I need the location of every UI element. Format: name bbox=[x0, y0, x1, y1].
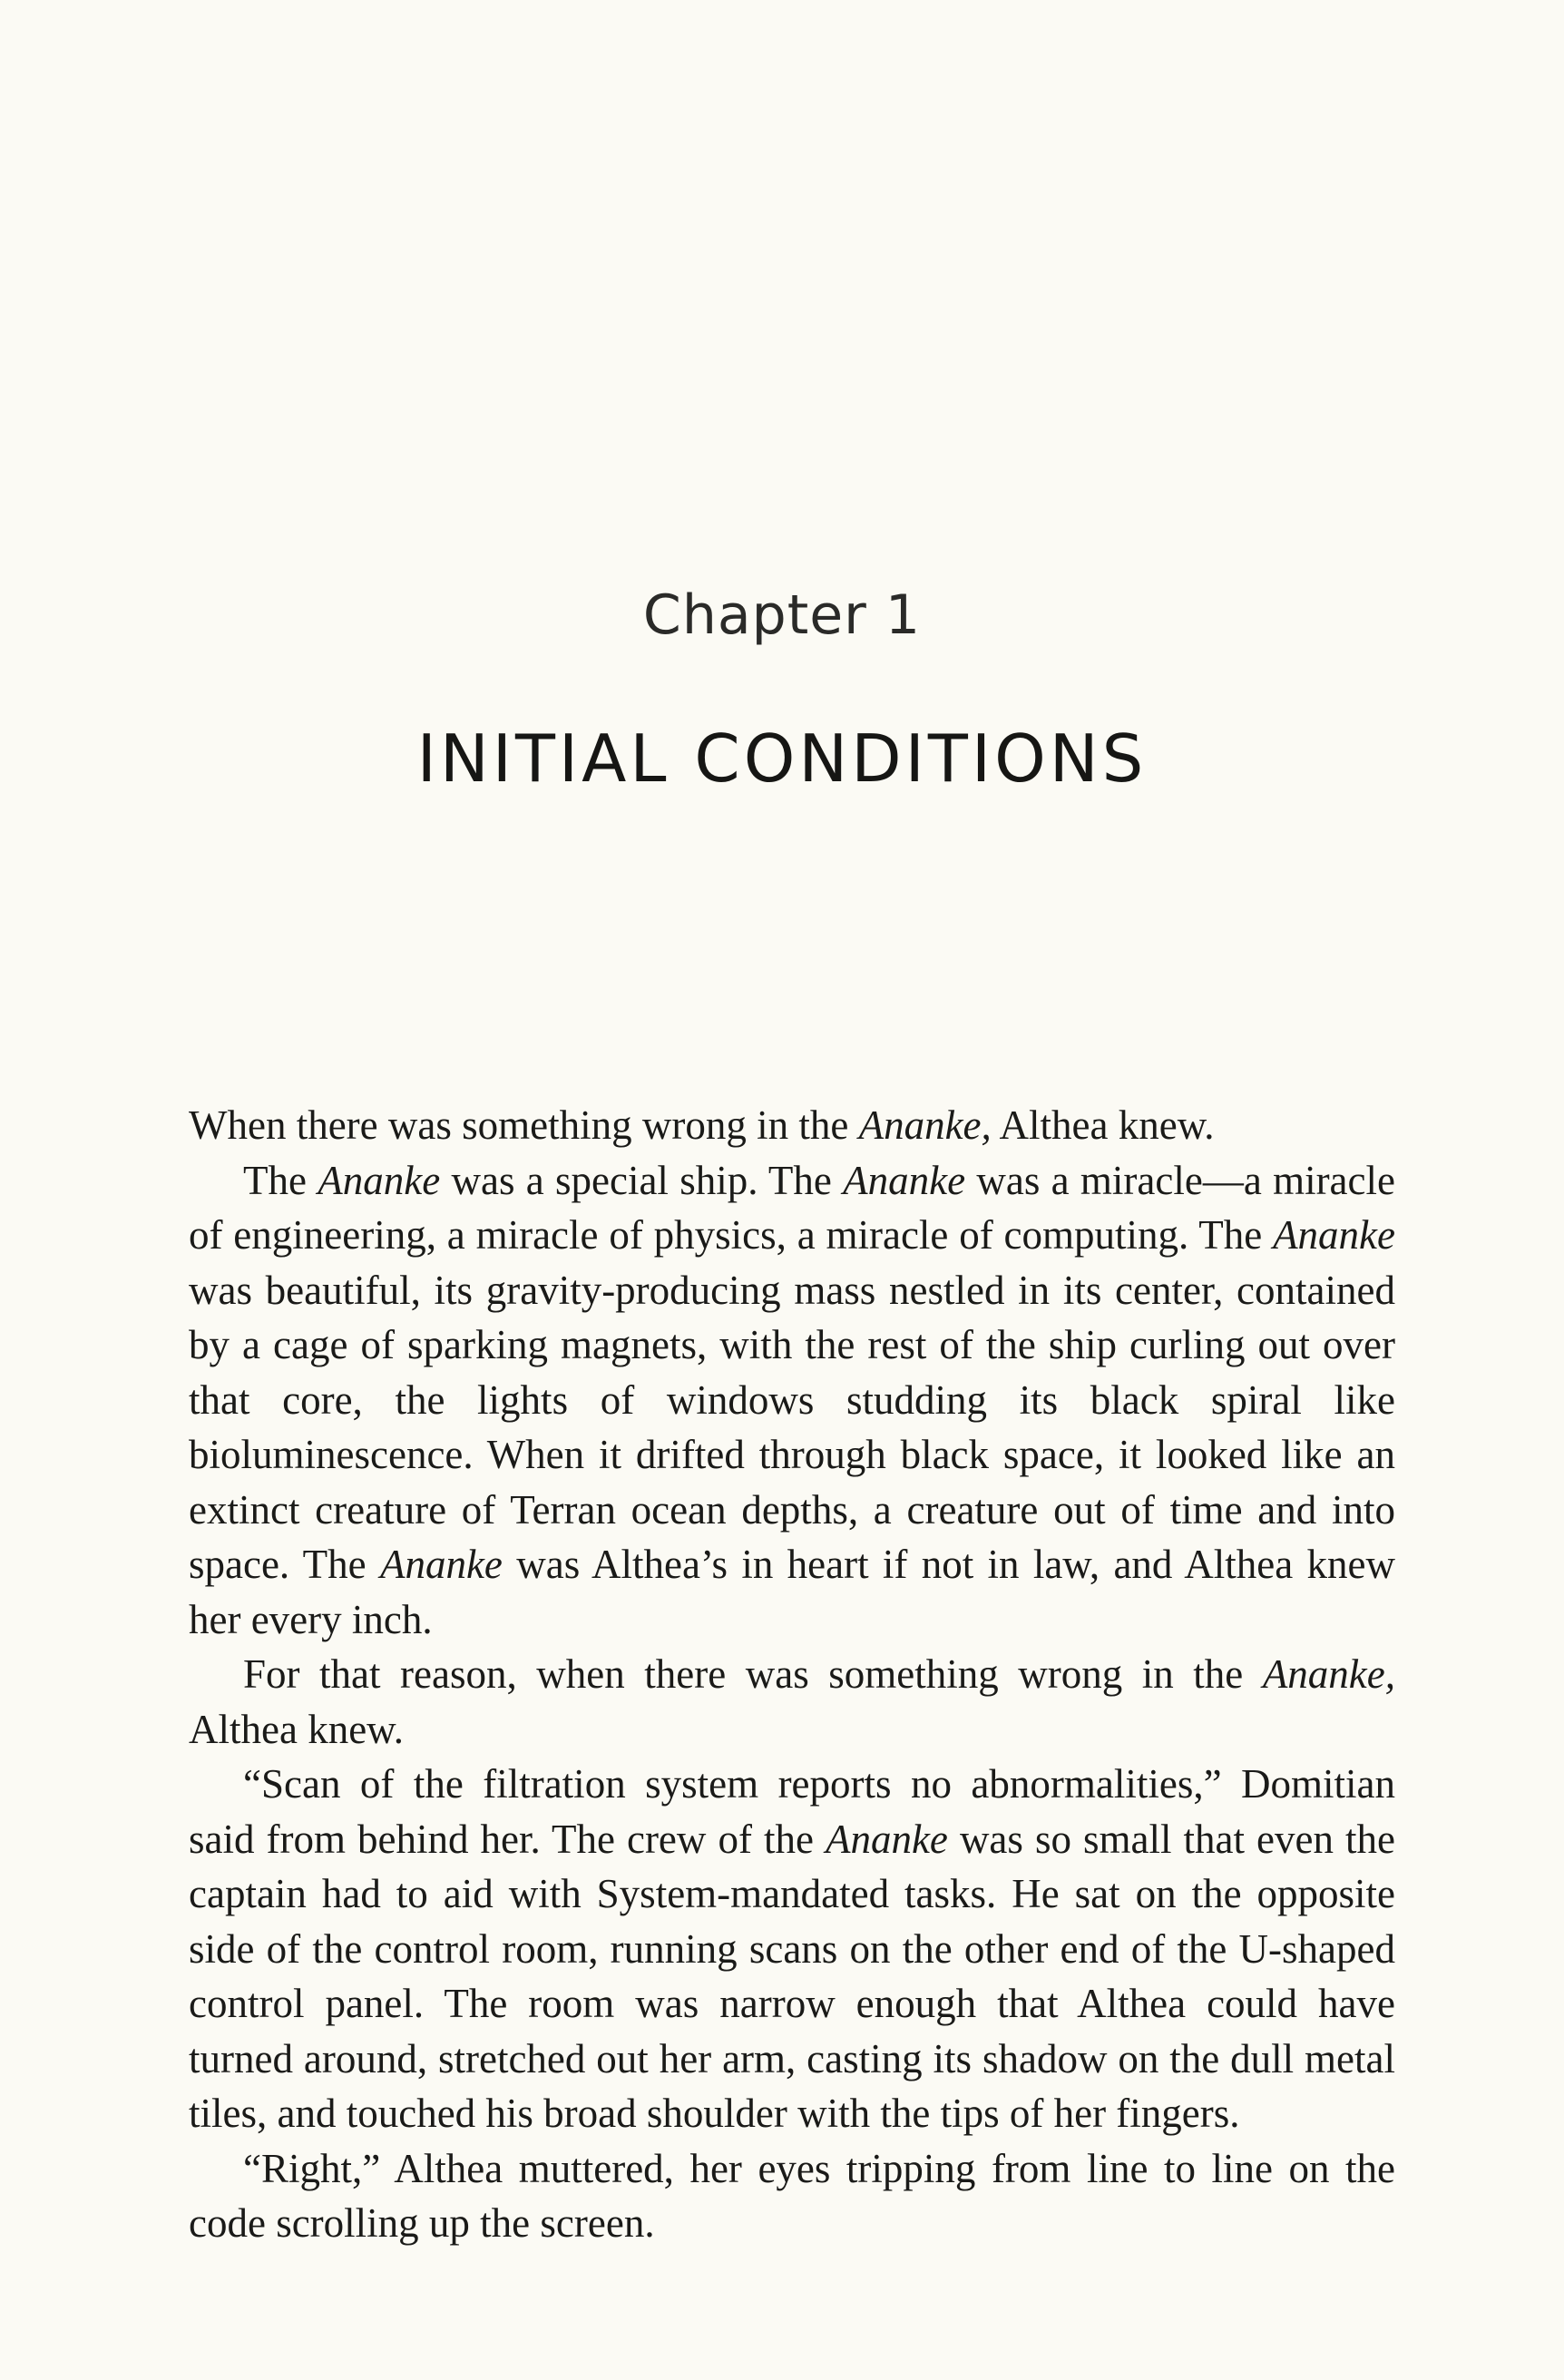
italic-ship-name: Ananke bbox=[318, 1157, 441, 1203]
paragraph bbox=[189, 1757, 1395, 2141]
paragraph-text: “Right,” Althea muttered, her eyes tripping from line to line on the code scrolling up the screen. bbox=[189, 2145, 1395, 2246]
chapter-number: Chapter 1 bbox=[642, 583, 922, 647]
paragraph-text: Althea knew. bbox=[991, 1102, 1215, 1148]
italic-ship-name: Ananke bbox=[825, 1816, 948, 1862]
chapter-title: INITIAL CONDITIONS bbox=[416, 720, 1148, 797]
paragraph-text: The bbox=[243, 1157, 318, 1203]
paragraph bbox=[189, 1647, 1395, 1757]
italic-ship-name: Ananke bbox=[843, 1157, 966, 1203]
italic-ship-name: Ananke bbox=[379, 1542, 503, 1587]
paragraph-text: was a miracle—a miracle of engineering, a miracle of physics, a miracle of computing. The bbox=[189, 1157, 1395, 1258]
paragraph bbox=[189, 1098, 1395, 1153]
paragraph-text: Althea knew. bbox=[189, 1706, 404, 1752]
paragraph-text: was a special ship. The bbox=[440, 1157, 844, 1203]
paragraph bbox=[189, 1153, 1395, 1648]
italic-ship-name: Ananke, bbox=[1262, 1651, 1395, 1697]
paragraph-text: When there was something wrong in the bbox=[189, 1102, 859, 1148]
paragraph-text: was so small that even the captain had to aid with System-mandated tasks. He sat on the opposite side of the control room, running scans on the other end of the U-shaped control panel. The room was narrow enough that Althea could have turned around, stretched out her arm, casting its shadow on the dull metal tiles, and touched his broad shoulder with the tips of her fingers. bbox=[189, 1816, 1395, 2136]
italic-ship-name: Ananke bbox=[1273, 1212, 1395, 1258]
paragraph-text: was beautiful, its gravity-producing mass nestled in its center, contained by a cage of sparking magnets, with the rest of the ship curling out over that core, the lights of windows studding its black spiral like bioluminescence. When it drifted through black space, it looked like an extinct creature of Terran ocean depths, a creature out of time and into space. The bbox=[189, 1267, 1395, 1587]
paragraph-text: For that reason, when there was something wrong in the bbox=[243, 1651, 1263, 1697]
italic-ship-name: Ananke, bbox=[858, 1102, 992, 1148]
chapter-body bbox=[189, 1098, 1395, 2251]
paragraph-text: was Althea’s in heart if not in law, and Althea knew her every inch. bbox=[189, 1542, 1395, 1642]
paragraph-text: “Scan of the filtration system reports no abnormalities,” Domitian said from behind her. The crew of the bbox=[189, 1761, 1395, 1862]
paragraph bbox=[189, 2141, 1395, 2251]
